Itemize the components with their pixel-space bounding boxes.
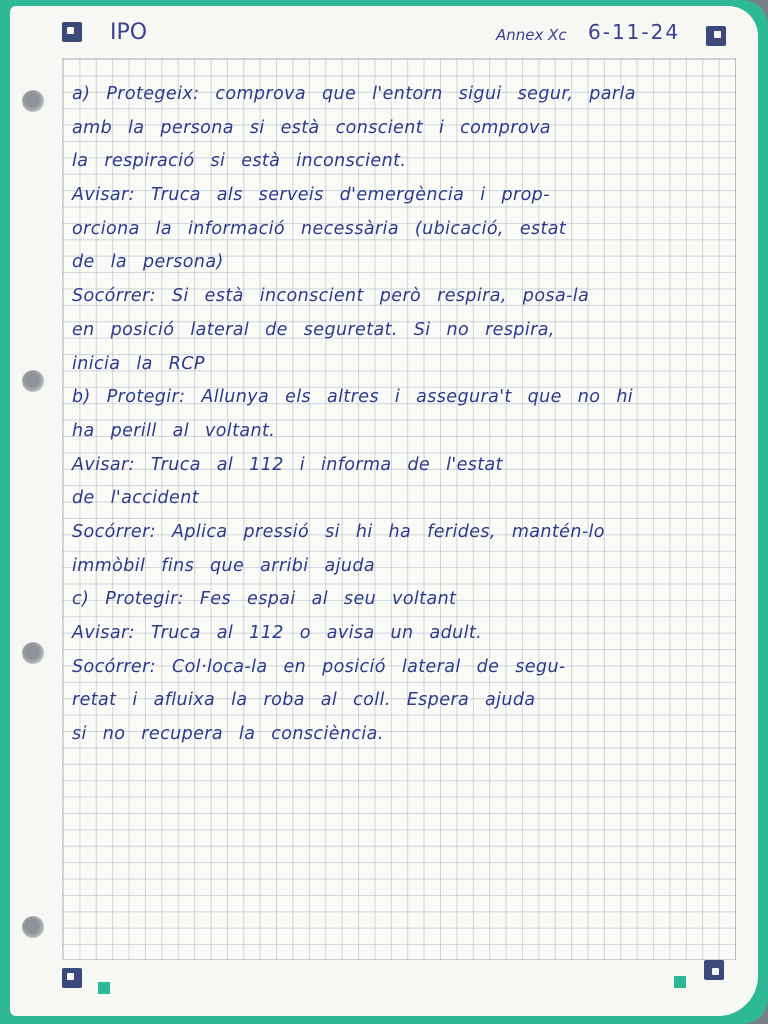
date-label: 6-11-24 xyxy=(588,20,681,44)
note-line: la respiració si està inconscient. xyxy=(72,151,407,172)
annex-label: Annex Xc xyxy=(496,26,567,44)
brand-logo-icon xyxy=(62,968,82,988)
brand-square-icon xyxy=(98,982,110,994)
brand-logo-icon xyxy=(704,960,724,980)
note-line: en posició lateral de seguretat. Si no respira, xyxy=(72,319,555,340)
note-line: immòbil fins que arribi ajuda xyxy=(72,555,375,576)
note-line: Avisar: Truca al 112 o avisa un adult. xyxy=(72,623,483,643)
note-line: de la persona) xyxy=(72,252,224,273)
note-line: de l'accident xyxy=(72,488,199,509)
notebook-page xyxy=(10,6,758,1016)
brand-logo-icon xyxy=(62,22,82,42)
note-line: Avisar: Truca al 112 i informa de l'estat xyxy=(72,454,503,475)
note-line: b) Protegir: Allunya els altres i assegura't que no hi xyxy=(72,387,634,408)
note-line: Socórrer: Col·loca-la en posició lateral de segu- xyxy=(72,656,566,677)
note-line: Socórrer: Si està inconscient però respira, posa-la xyxy=(72,286,590,307)
note-line: retat i afluixa la roba al coll. Espera ajuda xyxy=(72,690,536,711)
note-line: amb la persona si està conscient i comprova xyxy=(72,117,551,138)
note-line: inicia la RCP xyxy=(72,353,205,374)
brand-square-icon xyxy=(674,976,686,988)
handwritten-notes xyxy=(72,78,732,752)
binder-hole-icon xyxy=(22,370,44,392)
note-line: c) Protegir: Fes espai al seu voltant xyxy=(72,589,457,610)
brand-logo-icon xyxy=(706,26,726,46)
note-line: si no recupera la consciència. xyxy=(72,724,384,745)
binder-hole-icon xyxy=(22,642,44,664)
note-line: Socórrer: Aplica pressió si hi ha ferides, mantén-lo xyxy=(72,521,605,542)
binder-hole-icon xyxy=(22,916,44,938)
binder-hole-icon xyxy=(22,90,44,112)
note-line: Avisar: Truca als serveis d'emergència i prop- xyxy=(72,185,550,206)
note-line: a) Protegeix: comprova que l'entorn sigui segur, parla xyxy=(72,84,636,104)
subject-title: IPO xyxy=(110,20,148,45)
note-line: ha perill al voltant. xyxy=(72,420,276,441)
note-line: orciona la informació necessària (ubicació, estat xyxy=(72,218,567,239)
